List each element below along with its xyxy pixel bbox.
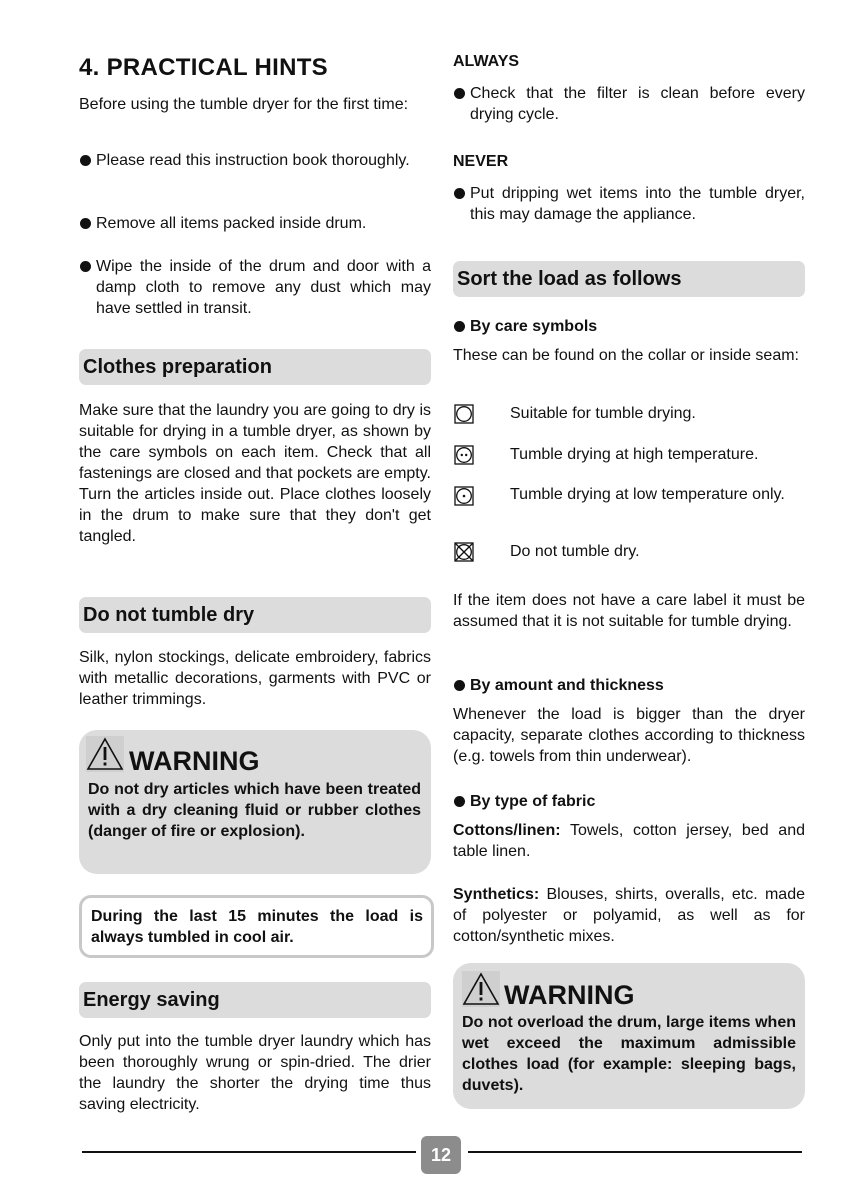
symbol-text-suitable: Suitable for tumble drying. <box>510 405 696 422</box>
bullet-dot-icon <box>454 88 465 99</box>
care-symbols-intro: These can be found on the collar or inside seam: <box>453 347 799 364</box>
bullet-dot-icon <box>454 796 465 807</box>
intro-text: Before using the tumble dryer for the first time: <box>79 96 409 113</box>
fabric-type-title: By type of fabric <box>453 791 805 812</box>
bullet-remove-items: Remove all items packed inside drum. <box>79 213 431 234</box>
bullet-dot-icon <box>80 218 91 229</box>
warning-triangle-icon <box>86 736 124 772</box>
cottons-linen-text: Cottons/linen: Towels, cotton jersey, bed and table linen. <box>453 822 805 860</box>
warning-text: Do not dry articles which have been treated with a dry cleaning fluid or rubber clothes (danger of fire or explosion). <box>88 781 421 840</box>
do-not-tumble-dry-text: Silk, nylon stockings, delicate embroidery, fabrics with metallic decorations, garments with PVC or leather trimmings. <box>79 649 431 708</box>
tumble-dry-high-icon <box>454 445 474 465</box>
footer-line-right <box>468 1151 802 1153</box>
bullet-wipe-drum: Wipe the inside of the drum and door with a damp cloth to remove any dust which may have settled in transit. <box>79 256 431 319</box>
warning-box <box>79 730 431 874</box>
do-not-tumble-dry-icon <box>454 542 474 562</box>
warning-heading: WARNING <box>129 746 260 776</box>
energy-saving-text: Only put into the tumble dryer laundry which has been thoroughly wrung or spin-dried. The drier the laundry the shorter the drying time thus saving electricity. <box>79 1033 431 1113</box>
bullet-dot-icon <box>454 321 465 332</box>
bullet-dripping-items: Put dripping wet items into the tumble dryer, this may damage the appliance. <box>453 183 805 225</box>
amount-thickness-title: By amount and thickness <box>453 675 805 696</box>
heading-energy-saving: Energy saving <box>79 982 431 1018</box>
page-number: 12 <box>421 1136 461 1174</box>
amount-thickness-text: Whenever the load is bigger than the dryer capacity, separate clothes according to thickness (e.g. towels from thin underwear). <box>453 706 805 765</box>
clothes-preparation-text: Make sure that the laundry you are going to dry is suitable for drying in a tumble dryer, as shown by the care symbols on each item. Check that all fastenings are closed and that pockets are empty. Turn the articles inside out. Place clothes loosely in the drum to make sure that they don't get tangled. <box>79 402 431 545</box>
care-symbols-title: By care symbols <box>453 316 805 337</box>
symbol-text-high: Tumble drying at high temperature. <box>510 446 759 463</box>
footer-line-left <box>82 1151 416 1153</box>
never-label: NEVER <box>453 153 509 170</box>
tumble-dry-icon <box>454 404 474 424</box>
bullet-read-book: Please read this instruction book thoroughly. <box>79 150 431 171</box>
overload-warning-box <box>453 963 805 1109</box>
care-label-note: If the item does not have a care label it must be assumed that it is not suitable for tumble drying. <box>453 592 805 630</box>
symbol-text-do-not: Do not tumble dry. <box>510 543 640 560</box>
heading-clothes-preparation: Clothes preparation <box>79 349 431 385</box>
tumble-dry-low-icon <box>454 486 474 506</box>
bullet-dot-icon <box>454 188 465 199</box>
heading-do-not-tumble-dry: Do not tumble dry <box>79 597 431 633</box>
bullet-dot-icon <box>454 680 465 691</box>
bullet-dot-icon <box>80 155 91 166</box>
always-label: ALWAYS <box>453 53 520 70</box>
bullet-dot-icon <box>80 261 91 272</box>
overload-warning-text: Do not overload the drum, large items when wet exceed the maximum admissible clothes load (for example: sleeping bags, duvets). <box>462 1014 796 1094</box>
warning-triangle-icon <box>462 971 500 1007</box>
symbol-text-low: Tumble drying at low temperature only. <box>510 486 785 503</box>
overload-warning-heading: WARNING <box>504 980 635 1010</box>
heading-sort-load: Sort the load as follows <box>453 261 805 297</box>
synthetics-label: Synthetics: <box>453 886 540 903</box>
synthetics-text: Synthetics: Blouses, shirts, overalls, etc. made of polyester or polyamid, as well as for cotton/synthetic mixes. <box>453 886 805 945</box>
bullet-check-filter: Check that the filter is clean before every drying cycle. <box>453 83 805 125</box>
cool-air-note: During the last 15 minutes the load is always tumbled in cool air. <box>79 895 434 958</box>
cottons-label: Cottons/linen: <box>453 822 561 839</box>
section-title: 4. PRACTICAL HINTS <box>79 54 328 81</box>
